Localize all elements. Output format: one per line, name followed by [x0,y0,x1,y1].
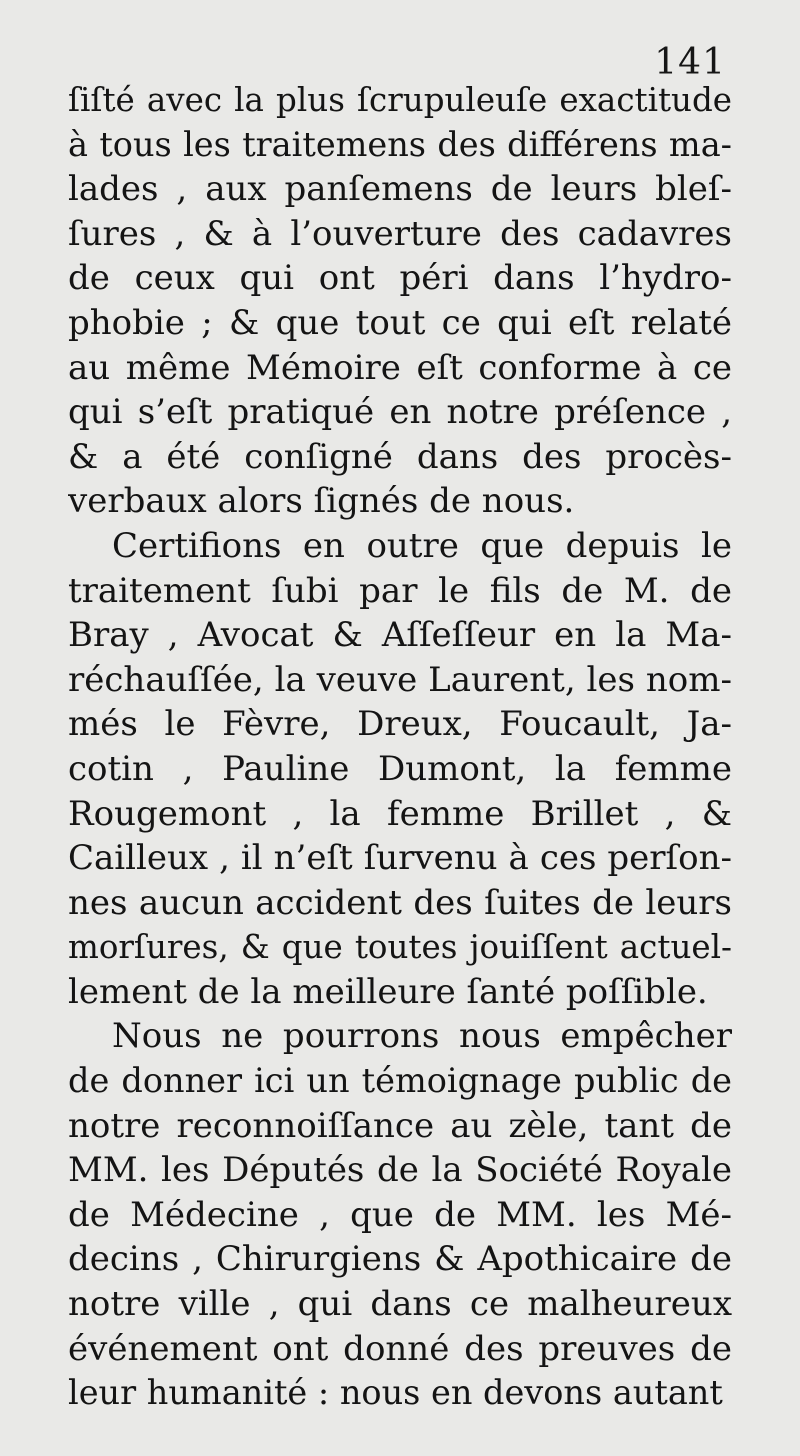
text-line: traitement ſubi par le fils de M. de [68,570,732,611]
text-line: Nous ne pourrons nous empêcher [112,1016,732,1057]
text-line: réchauſſée, la veuve Laurent, les nom- [68,659,732,700]
text-line: notre reconnoiſſance au zèle, tant de [68,1105,732,1146]
text-line: Cailleux , il n’eſt ſurvenu à ces perſon- [68,838,732,879]
paragraph [68,524,732,1015]
text-line: Rougemont , la femme Brillet , & [68,793,732,834]
text-line: au même Mémoire eſt conforme à ce [68,347,732,388]
text-line: à tous les traitemens des différens ma- [68,124,732,164]
text-line: de donner ici un témoignage public de [68,1061,732,1101]
text-line: més le Fèvre, Dreux, Foucault, Ja- [68,704,732,745]
text-line: ſures , & à l’ouverture des cadavres [68,213,732,254]
text-line: de Médecine , que de MM. les Mé- [68,1194,732,1235]
text-line: MM. les Députés de la Société Royale [68,1150,732,1191]
page-number: 141 [654,42,726,83]
text-line: Certifions en outre que depuis le [112,525,732,566]
text-line: morſures, & que toutes jouiſſent actuel- [68,928,732,967]
text-line: lement de la meilleure ſanté poſſible. [68,971,708,1012]
text-line: leur humanité : nous en devons autant [68,1373,723,1413]
text-line: qui s’eſt pratiqué en notre préſence , [68,392,732,433]
text-line: de ceux qui ont péri dans l’hydro- [68,258,732,299]
text-line: phobie ; & que tout ce qui eſt relaté [68,302,732,343]
text-line: événement ont donné des preuves de [68,1328,732,1369]
text-line: nes aucun accident des ſuites de leurs [68,882,732,923]
text-line: verbaux alors ſignés de nous. [68,481,575,522]
body-text [68,78,732,1416]
text-line: lades , aux panſemens de leurs bleſ- [68,169,732,210]
text-line: decins , Chirurgiens & Apothicaire de [68,1239,732,1280]
paragraph [68,1014,732,1415]
paragraph [68,78,732,524]
text-line: cotin , Pauline Dumont, la femme [68,748,732,789]
text-line: Bray , Avocat & Aſſeſſeur en la Ma- [68,615,732,656]
text-line: ſiſté avec la plus ſcrupuleuſe exactitude [68,81,732,119]
text-line: notre ville , qui dans ce malheureux [68,1284,732,1325]
text-line: & a été conſigné dans des procès- [68,436,732,477]
